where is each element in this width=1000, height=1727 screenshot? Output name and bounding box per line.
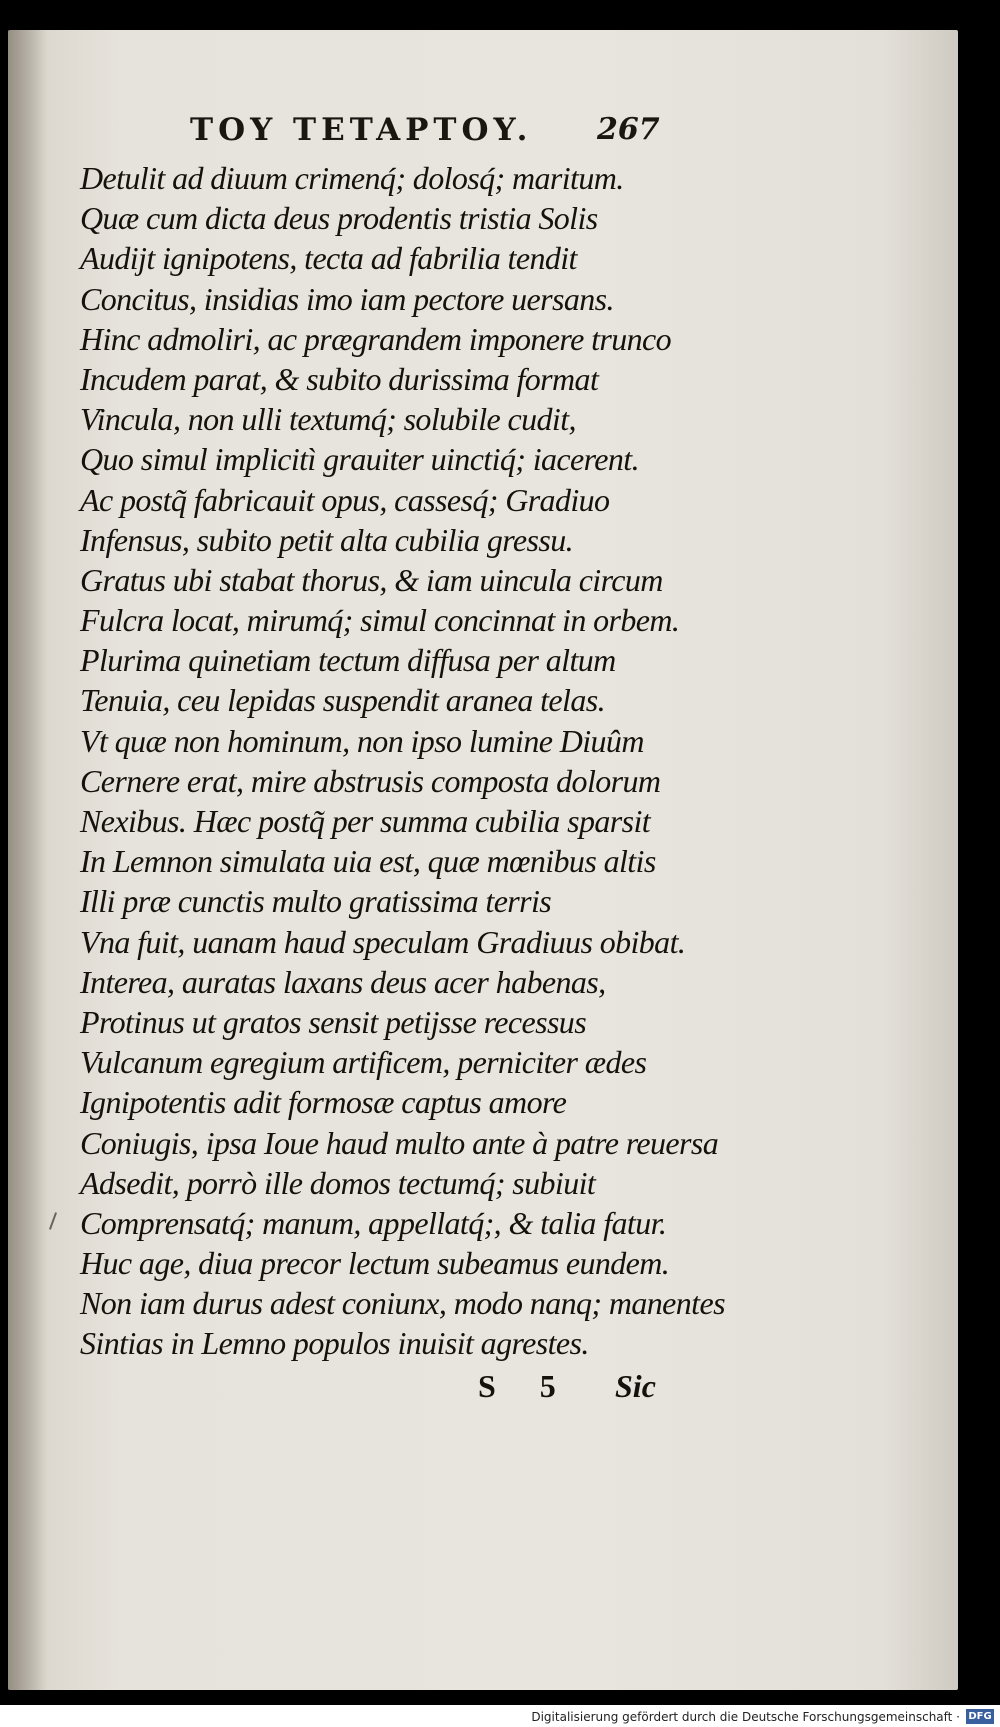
verse-line: Sintias in Lemno populos inuisit agrestes. <box>80 1325 589 1362</box>
verse-line: Coniugis, ipsa Ioue haud multo ante à patre reuersa <box>80 1124 719 1161</box>
verse-line: Interea, auratas laxans deus acer habenas, <box>80 963 606 1000</box>
verse-line: Nexibus. Hæc postq̃ per summa cubilia sparsit <box>80 803 651 839</box>
page-number: 267 <box>597 112 660 147</box>
verse-line: Tenuia, ceu lepidas suspendit aranea telas. <box>80 682 605 719</box>
verse-line: Non iam durus adest coniunx, modo nanq; manentes <box>80 1285 725 1322</box>
verse-line: Huc age, diua precor lectum subeamus eundem. <box>80 1245 670 1282</box>
verse-line: Audijt ignipotens, tecta ad fabrilia tendit <box>80 240 577 277</box>
gutter-shadow <box>8 30 48 1690</box>
verse-line: Infensus, subito petit alta cubilia gressu. <box>80 521 573 558</box>
dfg-logo-icon: DFG <box>966 1709 994 1724</box>
verse-line: Vna fuit, uanam haud speculam Gradiuus obibat. <box>80 923 686 960</box>
verse-line: Hinc admoliri, ac prægrandem imponere trunco <box>80 320 672 357</box>
running-head: TOY TETAPTOY. <box>190 112 533 148</box>
verse-line: In Lemnon simulata uia est, quæ mœnibus altis <box>80 843 656 880</box>
verse-line: Detulit ad diuum crimenq́; dolosq́; maritum. <box>80 160 624 196</box>
verse-line: Ignipotentis adit formosæ captus amore <box>80 1084 567 1121</box>
verse-line: Vulcanum egregium artificem, perniciter ædes <box>80 1044 647 1081</box>
catchword: Sic <box>615 1368 656 1404</box>
verse-line: Gratus ubi stabat thorus, & iam uincula circum <box>80 561 663 598</box>
verse-line: Ac postq̃ fabricauit opus, cassesq́; Gradiuo <box>80 481 610 518</box>
verse-line: Illi præ cunctis multo gratissima terris <box>80 883 552 920</box>
verse-line: Quæ cum dicta deus prodentis tristia Solis <box>80 200 598 237</box>
verse-line: Cernere erat, mire abstrusis composta dolorum <box>80 762 661 799</box>
verse-list <box>80 158 725 1364</box>
verse-line: Adsedit, porrò ille domos tectumq́; subiuit <box>80 1164 596 1201</box>
verse-line: Comprensatq́; manum, appellatq́;, & talia fatur. <box>80 1204 667 1241</box>
verse-line: Quo simul implicitì grauiter uinctiq́; iacerent. <box>80 441 639 478</box>
verse-line: Protinus ut gratos sensit petijsse recessus <box>80 1003 587 1040</box>
verse-line: Vt quæ non hominum, non ipso lumine Diuûm <box>80 722 644 759</box>
verse-line: Plurima quinetiam tectum diffusa per altum <box>80 642 616 679</box>
verse-line: Concitus, insidias imo iam pectore uersans. <box>80 280 614 317</box>
signature-mark: S 5 <box>478 1368 574 1404</box>
verse-line: Incudem parat, & subito durissima format <box>80 360 599 397</box>
verse-line: Fulcra locat, mirumq́; simul concinnat in orbem. <box>80 602 680 639</box>
verse-line: Vincula, non ulli textumq́; solubile cudit, <box>80 401 576 438</box>
credit-bar <box>0 1705 1000 1727</box>
credit-text: Digitalisierung gefördert durch die Deutsche Forschungsgemeinschaft · <box>531 1710 960 1724</box>
